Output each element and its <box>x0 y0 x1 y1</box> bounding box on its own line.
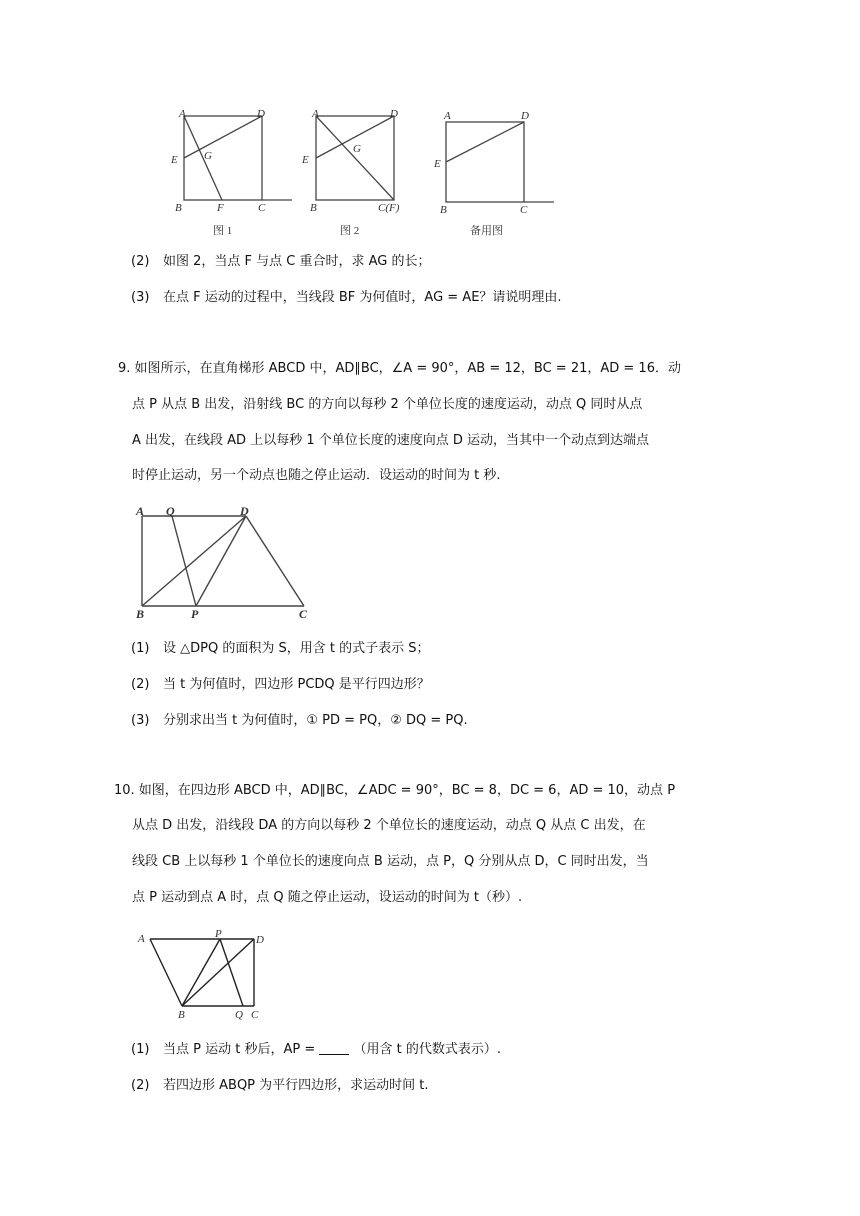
part-number: (2) <box>131 254 150 269</box>
answer-blank[interactable] <box>319 1041 349 1055</box>
label-b: B <box>440 204 447 216</box>
question-stem-line: A 出发，在线段 AD 上以每秒 1 个单位长度的速度向点 D 运动，当其中一个动点到达端点 <box>132 433 650 448</box>
label-e: E <box>434 158 441 170</box>
label-e: E <box>302 154 309 166</box>
question-part-text: 若四边形 ABQP 为平行四边形，求运动时间 t. <box>163 1078 429 1093</box>
label-d: D <box>257 108 265 120</box>
label-q: Q <box>166 504 175 518</box>
label-b: B <box>310 202 317 214</box>
question-stem-line: 点 P 从点 B 出发，沿射线 BC 的方向以每秒 2 个单位长度的速度运动，动点 Q 同时从点 <box>132 397 643 412</box>
question-stem-line: 线段 CB 上以每秒 1 个单位长的速度向点 B 运动，点 P，Q 分别从点 D，C 同时出发，当 <box>132 854 649 869</box>
label-d: D <box>256 934 264 946</box>
question-part-text: 在点 F 运动的过程中，当线段 BF 为何值时，AG = AE？请说明理由. <box>163 290 562 305</box>
part-text-after-blank: （用含 t 的代数式表示）. <box>353 1042 502 1057</box>
question-part-text: 分别求出当 t 为何值时，① PD = PQ，② DQ = PQ. <box>163 713 468 728</box>
label-g: G <box>353 143 361 155</box>
label-p: P <box>215 928 222 940</box>
label-c: C <box>520 204 528 216</box>
part-number: (1) <box>131 1042 150 1057</box>
label-d: D <box>240 504 249 518</box>
question-part-text <box>163 1040 501 1060</box>
part-number: (3) <box>131 290 150 305</box>
label-p: P <box>191 607 199 621</box>
label-d: D <box>390 108 398 120</box>
label-a: A <box>312 108 319 120</box>
label-b: B <box>136 607 145 621</box>
label-g: G <box>204 150 212 162</box>
part-number: (2) <box>131 1078 150 1093</box>
question-stem-line: 9. 如图所示，在直角梯形 ABCD 中，AD∥BC，∠A = 90°，AB = 12，BC = 21，AD = 16．动 <box>118 361 681 376</box>
part-text-before-blank: 当点 P 运动 t 秒后，AP = <box>163 1042 316 1057</box>
label-c: C <box>258 202 266 214</box>
label-c: C <box>251 1009 259 1021</box>
label-d: D <box>521 110 529 122</box>
q8-figure-2 <box>298 104 428 244</box>
label-b: B <box>175 202 182 214</box>
question-part-text: 当 t 为何值时，四边形 PCDQ 是平行四边形？ <box>163 677 430 692</box>
question-part-text: 如图 2，当点 F 与点 C 重合时，求 AG 的长； <box>163 254 431 269</box>
label-c-f: C(F) <box>378 202 400 214</box>
figure-caption: 图 1 <box>213 225 233 237</box>
question-part-text: 设 △DPQ 的面积为 S，用含 t 的式子表示 S； <box>163 641 430 656</box>
label-q: Q <box>235 1009 243 1021</box>
label-a: A <box>138 933 145 945</box>
label-e: E <box>171 154 178 166</box>
question-stem-line: 时停止运动，另一个动点也随之停止运动．设运动的时间为 t 秒. <box>132 468 501 483</box>
part-number: (1) <box>131 641 150 656</box>
question-stem-line: 点 P 运动到点 A 时，点 Q 随之停止运动，设运动的时间为 t（秒）. <box>132 890 523 905</box>
label-f: F <box>217 202 224 214</box>
label-a: A <box>179 108 186 120</box>
question-stem-line: 10. 如图，在四边形 ABCD 中，AD∥BC，∠ADC = 90°，BC = 8，DC = 6，AD = 10，动点 P <box>114 783 676 798</box>
label-b: B <box>178 1009 185 1021</box>
label-c: C <box>299 607 308 621</box>
part-number: (2) <box>131 677 150 692</box>
part-number: (3) <box>131 713 150 728</box>
figure-caption: 图 2 <box>340 225 360 237</box>
q8-figure-1 <box>168 104 298 244</box>
figure-caption: 备用图 <box>470 225 503 237</box>
label-a: A <box>444 110 451 122</box>
question-stem-line: 从点 D 出发，沿线段 DA 的方向以每秒 2 个单位长的速度运动，动点 Q 从点 C 出发，在 <box>132 818 646 833</box>
label-a: A <box>136 504 145 518</box>
q9-trapezoid-figure <box>128 500 328 625</box>
q10-quadrilateral-figure <box>132 922 282 1022</box>
q8-figure-spare <box>430 104 560 244</box>
